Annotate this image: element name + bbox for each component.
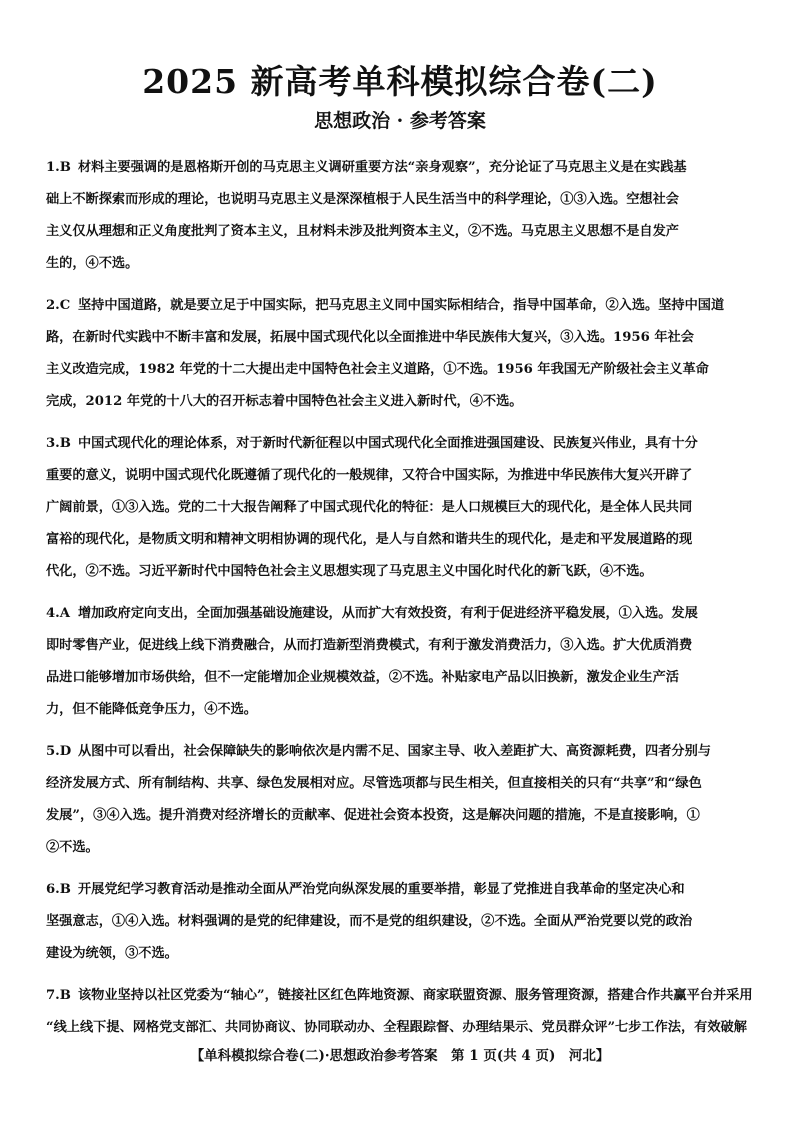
- answer-text: 坚强意志，①④入选。材料强调的是党的纪律建设，而不是党的组织建设，②不选。全面从严治党要以党的政治: [46, 914, 693, 929]
- answer-item: [46, 598, 758, 726]
- question-number: 7.B: [46, 988, 71, 1003]
- answer-text: 代化，②不选。习近平新时代中国特色社会主义思想实现了马克思主义中国化时代化的新飞跃，④不选。: [46, 564, 653, 579]
- answer-text: “线上线下提、网格党支部汇、共同协商议、协同联动办、全程跟踪督、办理结果示、党员群众评”七步工作法，有效破解: [46, 1020, 747, 1035]
- answer-text: 即时零售产业，促进线上线下消费融合，从而打造新型消费模式，有利于激发消费活力，③入选。扩大优质消费: [46, 638, 693, 653]
- page-subtitle: 思想政治 · 参考答案: [314, 110, 486, 132]
- question-number: 3.B: [46, 436, 71, 451]
- page-title: 2025 新高考单科模拟综合卷(二): [142, 62, 658, 101]
- answer-item: [46, 152, 758, 280]
- answer-text: 材料主要强调的是恩格斯开创的马克思主义调研重要方法“亲身观察”，充分论证了马克思主义是在实践基: [78, 160, 687, 175]
- answer-text: 开展党纪学习教育活动是推动全面从严治党向纵深发展的重要举措，彰显了党推进自我革命的坚定决心和: [78, 882, 685, 897]
- answer-text: 广阔前景，①③入选。党的二十大报告阐释了中国式现代化的特征：是人口规模巨大的现代化，是全体人民共同: [46, 500, 693, 515]
- answer-text: 品进口能够增加市场供给，但不一定能增加企业规模效益，②不选。补贴家电产品以旧换新，激发企业生产活: [46, 670, 679, 685]
- answer-first-line: [46, 598, 758, 630]
- question-number: 4.A: [46, 606, 70, 621]
- answer-list: [46, 152, 758, 1044]
- question-number: 2.C: [46, 298, 71, 313]
- answer-first-line: [46, 736, 758, 768]
- answer-text: 主义改造完成，1982 年党的十二大提出走中国特色社会主义道路，①不选。1956 年我国无产阶级社会主义革命: [46, 362, 709, 377]
- item-spacer: [46, 280, 758, 290]
- answer-item: [46, 874, 758, 970]
- answer-text: 完成，2012 年党的十八大的召开标志着中国特色社会主义进入新时代，④不选。: [46, 394, 523, 409]
- answer-text: 坚持中国道路，就是要立足于中国实际，把马克思主义同中国实际相结合，指导中国革命，②入选。坚持中国道: [78, 298, 725, 313]
- item-spacer: [46, 588, 758, 598]
- page-footer: 【单科模拟综合卷(二)·思想政治参考答案 第 1 页(共 4 页) 河北】: [190, 1048, 610, 1064]
- answer-item: [46, 736, 758, 864]
- answer-item: [46, 980, 758, 1044]
- answer-text: 路，在新时代实践中不断丰富和发展，拓展中国式现代化以全面推进中华民族伟大复兴，③入选。1956 年社会: [46, 330, 694, 345]
- answer-text: 础上不断探索而形成的理论，也说明马克思主义是深深植根于人民生活当中的科学理论，①③入选。空想社会: [46, 192, 679, 207]
- answer-text: 富裕的现代化，是物质文明和精神文明相协调的现代化，是人与自然和谐共生的现代化，是走和平发展道路的现: [46, 532, 693, 547]
- item-spacer: [46, 864, 758, 874]
- answer-text: 从图中可以看出，社会保障缺失的影响依次是内需不足、国家主导、收入差距扩大、高资源耗费，四者分别与: [78, 744, 711, 759]
- item-spacer: [46, 418, 758, 428]
- answer-first-line: [46, 980, 758, 1012]
- answer-first-line: [46, 152, 758, 184]
- answer-first-line: [46, 290, 758, 322]
- item-spacer: [46, 970, 758, 980]
- answer-text: 该物业坚持以社区党委为“轴心”，链接社区红色阵地资源、商家联盟资源、服务管理资源，搭建合作共赢平台并采用: [78, 988, 753, 1003]
- answer-item: [46, 428, 758, 588]
- answer-text: 力，但不能降低竞争压力，④不选。: [46, 702, 257, 717]
- answer-text: 生的，④不选。: [46, 256, 139, 271]
- answer-text: ②不选。: [46, 840, 99, 855]
- answer-item: [46, 290, 758, 418]
- answer-first-line: [46, 874, 758, 906]
- answer-text: 中国式现代化的理论体系，对于新时代新征程以中国式现代化全面推进强国建设、民族复兴伟业，具有十分: [78, 436, 698, 451]
- question-number: 6.B: [46, 882, 71, 897]
- answer-text: 发展”，③④入选。提升消费对经济增长的贡献率、促进社会资本投资，这是解决问题的措施，不是直接影响，①: [46, 808, 700, 823]
- answer-text: 增加政府定向支出，全面加强基础设施建设，从而扩大有效投资，有利于促进经济平稳发展，①入选。发展: [78, 606, 698, 621]
- item-spacer: [46, 726, 758, 736]
- question-number: 1.B: [46, 160, 71, 175]
- answer-text: 主义仅从理想和正义角度批判了资本主义，且材料未涉及批判资本主义，②不选。马克思主义思想不是自发产: [46, 224, 679, 239]
- answer-text: 经济发展方式、所有制结构、共享、绿色发展相对应。尽管选项都与民生相关，但直接相关的只有“共享”和“绿色: [46, 776, 702, 791]
- answer-first-line: [46, 428, 758, 460]
- answer-text: 建设为统领，③不选。: [46, 946, 178, 961]
- question-number: 5.D: [46, 744, 72, 759]
- answer-text: 重要的意义，说明中国式现代化既遵循了现代化的一般规律，又符合中国实际，为推进中华民族伟大复兴开辟了: [46, 468, 693, 483]
